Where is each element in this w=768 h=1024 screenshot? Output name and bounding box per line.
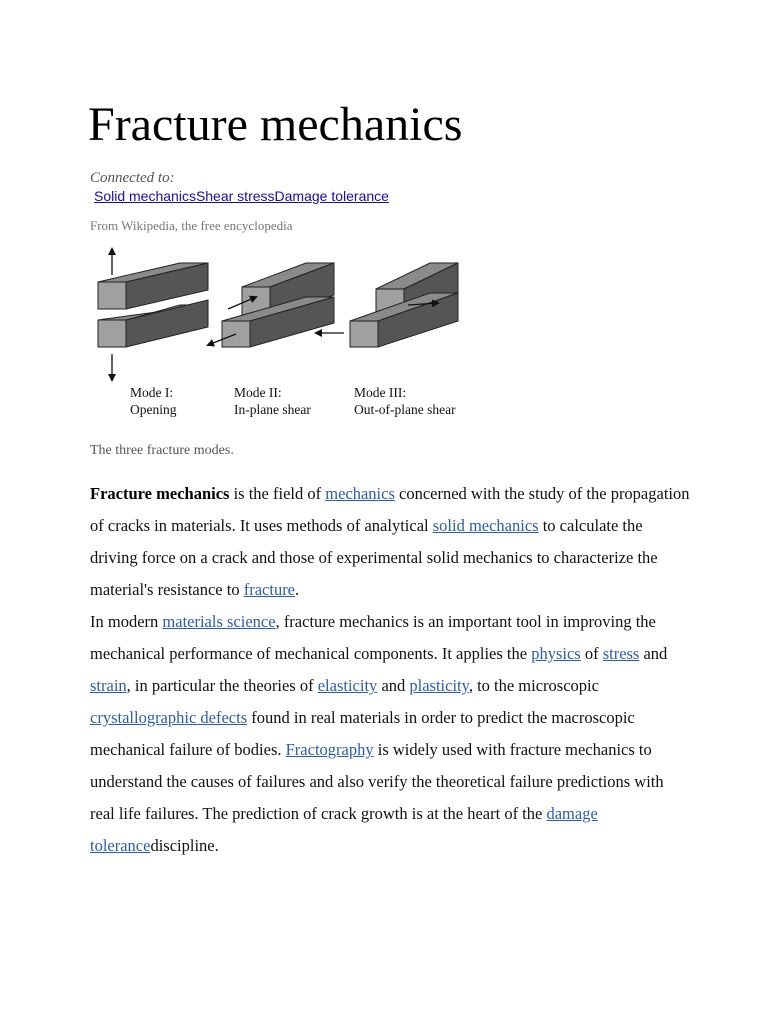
text-run: and — [639, 644, 668, 663]
paragraph-2 — [90, 606, 690, 862]
mode-1-lower-side — [126, 300, 208, 347]
link-solid-mechanics[interactable]: Solid mechanics — [94, 188, 196, 204]
mode-3-desc: Out-of-plane shear — [354, 402, 456, 417]
link-plasticity[interactable]: plasticity — [409, 676, 469, 695]
fracture-modes-figure — [90, 245, 468, 421]
source-note: From Wikipedia, the free encyclopedia — [90, 218, 293, 233]
link-crystallographic-defects[interactable]: crystallographic defects — [90, 708, 248, 727]
text-run: and — [377, 676, 410, 695]
link-solid-mechanics[interactable]: solid mechanics — [432, 516, 539, 535]
link-strain[interactable]: strain — [90, 676, 127, 695]
link-stress[interactable]: stress — [602, 644, 640, 663]
article-body — [90, 478, 690, 862]
text-run: found in real materials in order to predict the macroscopic mechanical failure of bodies. — [90, 708, 635, 759]
text-run: is widely used with fracture mechanics to understand the causes of failures and also verify the theoretical failure predictions with real life failures. The prediction of crack growth is at the heart of the — [90, 740, 664, 823]
mode-3-lower-face — [350, 321, 378, 347]
mode-1-label — [130, 384, 177, 418]
mode-3-label — [354, 384, 466, 418]
link-elasticity[interactable]: elasticity — [317, 676, 378, 695]
link-materials-science[interactable]: materials science — [162, 612, 276, 631]
link-fracture[interactable]: fracture — [243, 580, 296, 599]
mode-1-lower-face — [98, 320, 126, 347]
text-run: discipline. — [150, 836, 219, 855]
term-bold: Fracture mechanics — [90, 484, 230, 503]
mode-1-upper-face — [98, 282, 126, 309]
mode-1-name: Mode I: — [130, 385, 174, 400]
paragraph-1 — [90, 478, 690, 606]
mode-3-name: Mode III: — [354, 385, 407, 400]
mode-3-diagram — [350, 263, 458, 347]
connected-to-label: Connected to: — [90, 170, 175, 186]
text-run: . — [295, 580, 300, 599]
figure-caption: The three fracture modes. — [90, 443, 234, 458]
link-shear-stress[interactable]: Shear stress — [195, 188, 275, 204]
text-run: is the field of — [229, 484, 326, 503]
page-title: Fracture mechanics — [88, 98, 463, 151]
link-physics[interactable]: physics — [531, 644, 581, 663]
mode-2-label — [234, 384, 311, 418]
mode-1-diagram — [98, 249, 208, 380]
mode-1-desc: Opening — [130, 402, 177, 417]
connected-links — [94, 188, 389, 204]
text-run: In modern — [90, 612, 163, 631]
text-run: , in particular the theories of — [126, 676, 318, 695]
text-run: concerned with the study of the propagation of cracks in materials. It uses methods of analytical — [90, 484, 690, 535]
text-run: to calculate the driving force on a crack and those of experimental solid mechanics to characterize the material's resistance to — [90, 516, 658, 599]
text-run: , to the microscopic — [468, 676, 599, 695]
link-fractography[interactable]: Fractography — [285, 740, 374, 759]
link-damage-tolerance[interactable]: Damage tolerance — [274, 188, 389, 204]
link-damage-tolerance[interactable]: damage tolerance — [90, 804, 598, 855]
text-run: , fracture mechanics is an important tool in improving the mechanical performance of mechanical components. It applies the — [90, 612, 656, 663]
mode-2-desc: In-plane shear — [234, 402, 311, 417]
link-mechanics[interactable]: mechanics — [325, 484, 395, 503]
mode-2-name: Mode II: — [234, 385, 282, 400]
mode-2-diagram — [208, 263, 344, 347]
text-run: of — [580, 644, 603, 663]
